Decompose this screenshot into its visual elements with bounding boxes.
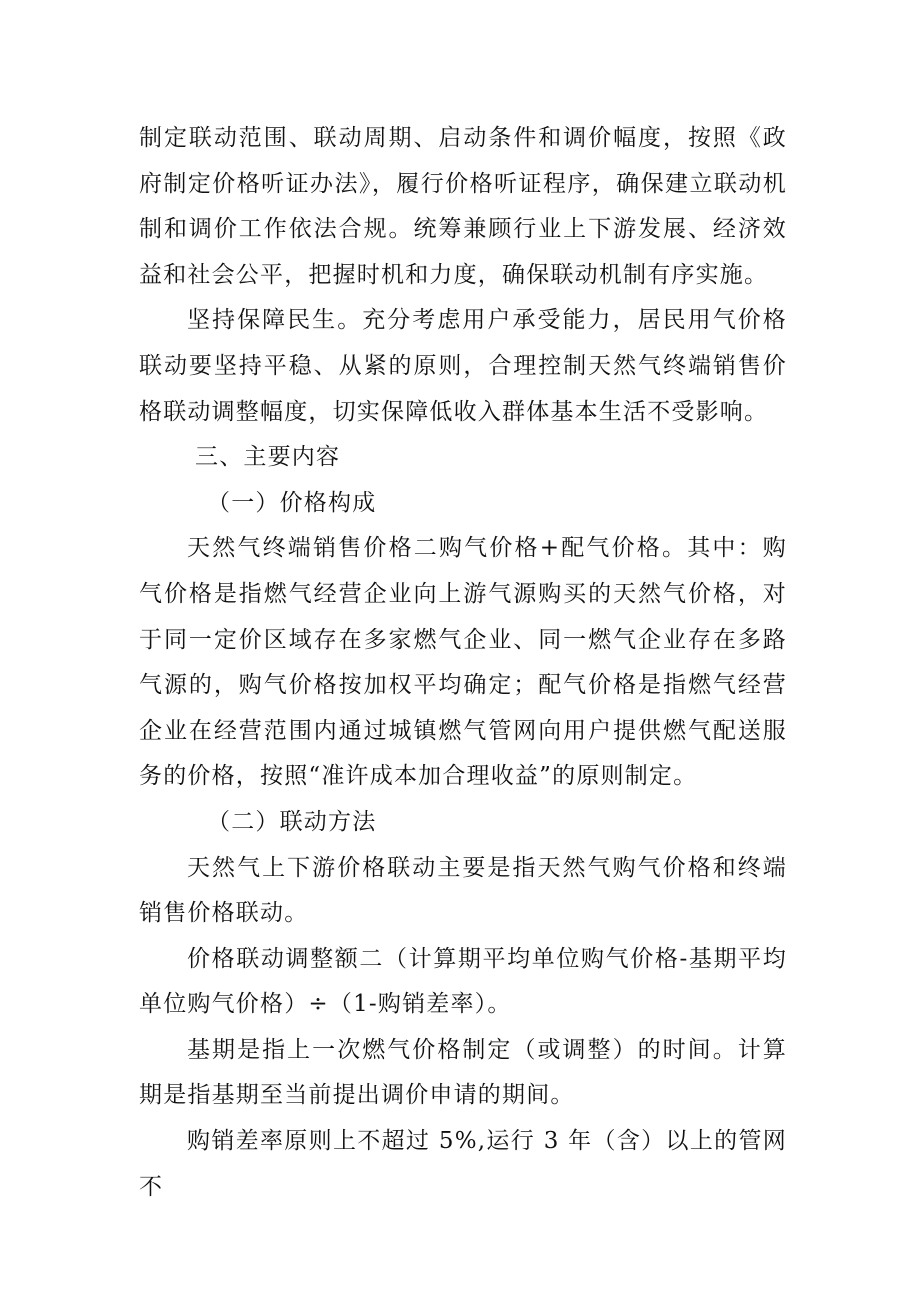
section-heading-main-content: 三、主要内容 [195, 444, 341, 471]
paragraph-price-composition: 天然气终端销售价格二购气价格+配气价格。其中：购气价格是指燃气经营企业向上游气源购买的天然气价格，对于同一定价区域存在多家燃气企业、同一燃气企业存在多路气源的，购气价格按加权平均确定；配气价格是指燃气经营企业在经营范围内通过城镇燃气管网向用户提供燃气配送服务的价格，按照“准许成本加合理收益”的原则制定。 [139, 535, 787, 790]
paragraph-linkage-formula: 价格联动调整额二（计算期平均单位购气价格-基期平均单位购气价格）÷（1-购销差率）。 [139, 945, 787, 1018]
paragraph-base-period: 基期是指上一次燃气价格制定（或调整）的时间。计算期是指基期至当前提出调价申请的期间。 [139, 1036, 787, 1109]
paragraph-linkage-definition: 天然气上下游价格联动主要是指天然气购气价格和终端销售价格联动。 [139, 854, 787, 927]
paragraph-continuation: 制定联动范围、联动周期、启动条件和调价幅度，按照《政府制定价格听证办法》，履行价格听证程序，确保建立联动机制和调价工作依法合规。统筹兼顾行业上下游发展、经济效益和社会公平，把握时机和力度，确保联动机制有序实施。 [139, 125, 787, 288]
document-body [139, 116, 787, 1210]
subsection-heading-price-composition: （一）价格构成 [207, 489, 377, 516]
subsection-heading-linkage-method: （二）联动方法 [207, 808, 377, 835]
paragraph-margin-rate: 购销差率原则上不超过 5%,运行 3 年（含）以上的管网不 [139, 1128, 787, 1200]
paragraph-livelihood: 坚持保障民生。充分考虑用户承受能力，居民用气价格联动要坚持平稳、从紧的原则，合理控制天然气终端销售价格联动调整幅度，切实保障低收入群体基本生活不受影响。 [139, 307, 787, 425]
